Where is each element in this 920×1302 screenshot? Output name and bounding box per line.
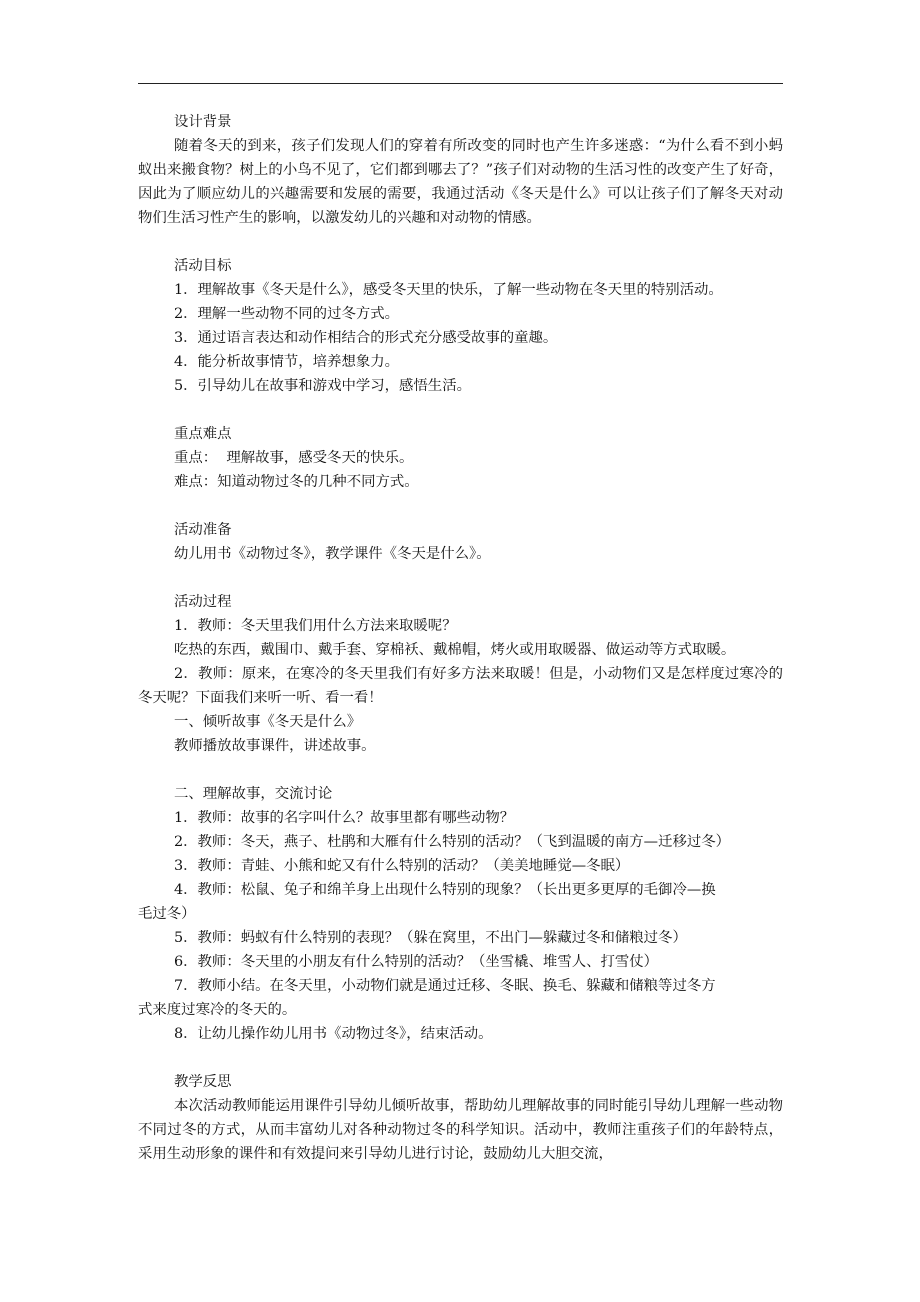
preparation-text: 幼儿用书《动物过冬》，教学课件《冬天是什么》。 bbox=[174, 546, 491, 562]
question-item: 6．教师：冬天里的小朋友有什么特别的活动？（坐雪橇、堆雪人、打雪仗） bbox=[174, 954, 659, 970]
goal-item: 5．引导幼儿在故事和游戏中学习，感悟生活。 bbox=[174, 378, 471, 394]
header-rule bbox=[138, 83, 783, 84]
question-item-continued: 式来度过寒冷的冬天的。 bbox=[138, 1002, 297, 1018]
part-title: 一、倾听故事《冬天是什么》 bbox=[174, 714, 362, 730]
part-title: 二、理解故事，交流讨论 bbox=[174, 786, 333, 802]
section-heading-preparation: 活动准备 bbox=[174, 522, 232, 538]
goal-item: 4．能分析故事情节，培养想象力。 bbox=[174, 354, 400, 370]
question-item-continued: 毛过冬） bbox=[138, 906, 196, 922]
question-item: 3．教师：青蛙、小熊和蛇又有什么特别的活动？（美美地睡觉—冬眠） bbox=[174, 858, 630, 874]
process-step: 2．教师：原来，在寒冷的冬天里我们有好多方法来取暖！但是，小动物们又是怎样度过寒冷的冬天呢？下面我们来听一听、看一看！ bbox=[138, 666, 783, 706]
question-item: 2．教师：冬天，燕子、杜鹃和大雁有什么特别的活动？（飞到温暖的南方—迁移过冬） bbox=[174, 834, 731, 850]
question-item: 7．教师小结。在冬天里，小动物们就是通过迁移、冬眠、换毛、躲藏和储粮等过冬方 bbox=[174, 978, 716, 994]
question-item: 8．让幼儿操作幼儿用书《动物过冬》，结束活动。 bbox=[174, 1026, 493, 1042]
section-heading-process: 活动过程 bbox=[174, 594, 232, 610]
document-body bbox=[138, 110, 783, 1166]
goal-item: 3．通过语言表达和动作相结合的形式充分感受故事的童趣。 bbox=[174, 330, 558, 346]
section-heading-goals: 活动目标 bbox=[174, 258, 232, 274]
difficulty-line: 难点：知道动物过冬的几种不同方式。 bbox=[174, 474, 419, 490]
question-item: 4．教师：松鼠、兔子和绵羊身上出现什么特别的现象？（长出更多更厚的毛御冷—换 bbox=[174, 882, 716, 898]
goal-item: 2．理解一些动物不同的过冬方式。 bbox=[174, 306, 400, 322]
section-heading-reflection: 教学反思 bbox=[174, 1074, 232, 1090]
process-step: 1．教师：冬天里我们用什么方法来取暖呢？ bbox=[174, 618, 457, 634]
section-heading-background: 设计背景 bbox=[174, 114, 232, 130]
question-item: 1．教师：故事的名字叫什么？故事里都有哪些动物？ bbox=[174, 810, 515, 826]
part-text: 教师播放故事课件，讲述故事。 bbox=[174, 738, 376, 754]
reflection-paragraph: 本次活动教师能运用课件引导幼儿倾听故事，帮助幼儿理解故事的同时能引导幼儿理解一些动物不同过冬的方式，从而丰富幼儿对各种动物过冬的科学知识。活动中，教师注重孩子们的年龄特点，采用生动形象的课件和有效提问来引导幼儿进行讨论，鼓励幼儿大胆交流， bbox=[138, 1098, 783, 1162]
process-answer: 吃热的东西，戴围巾、戴手套、穿棉袄、戴棉帽，烤火或用取暖器、做运动等方式取暖。 bbox=[174, 642, 736, 658]
goal-item: 1．理解故事《冬天是什么》，感受冬天里的快乐，了解一些动物在冬天里的特别活动。 bbox=[174, 282, 723, 298]
background-paragraph: 随着冬天的到来，孩子们发现人们的穿着有所改变的同时也产生许多迷惑：“为什么看不到小蚂蚁出来搬食物？树上的小鸟不见了，它们都到哪去了？”孩子们对动物的生活习性的改变产生了好奇，因此为了顺应幼儿的兴趣需要和发展的需要，我通过活动《冬天是什么》可以让孩子们了解冬天对动物们生活习性产生的影响，以激发幼儿的兴趣和对动物的情感。 bbox=[138, 138, 783, 226]
question-item: 5．教师：蚂蚁有什么特别的表现？（躲在窝里，不出门—躲藏过冬和储粮过冬） bbox=[174, 930, 687, 946]
section-heading-key-points: 重点难点 bbox=[174, 426, 232, 442]
focus-line: 重点： 理解故事，感受冬天的快乐。 bbox=[174, 450, 414, 466]
